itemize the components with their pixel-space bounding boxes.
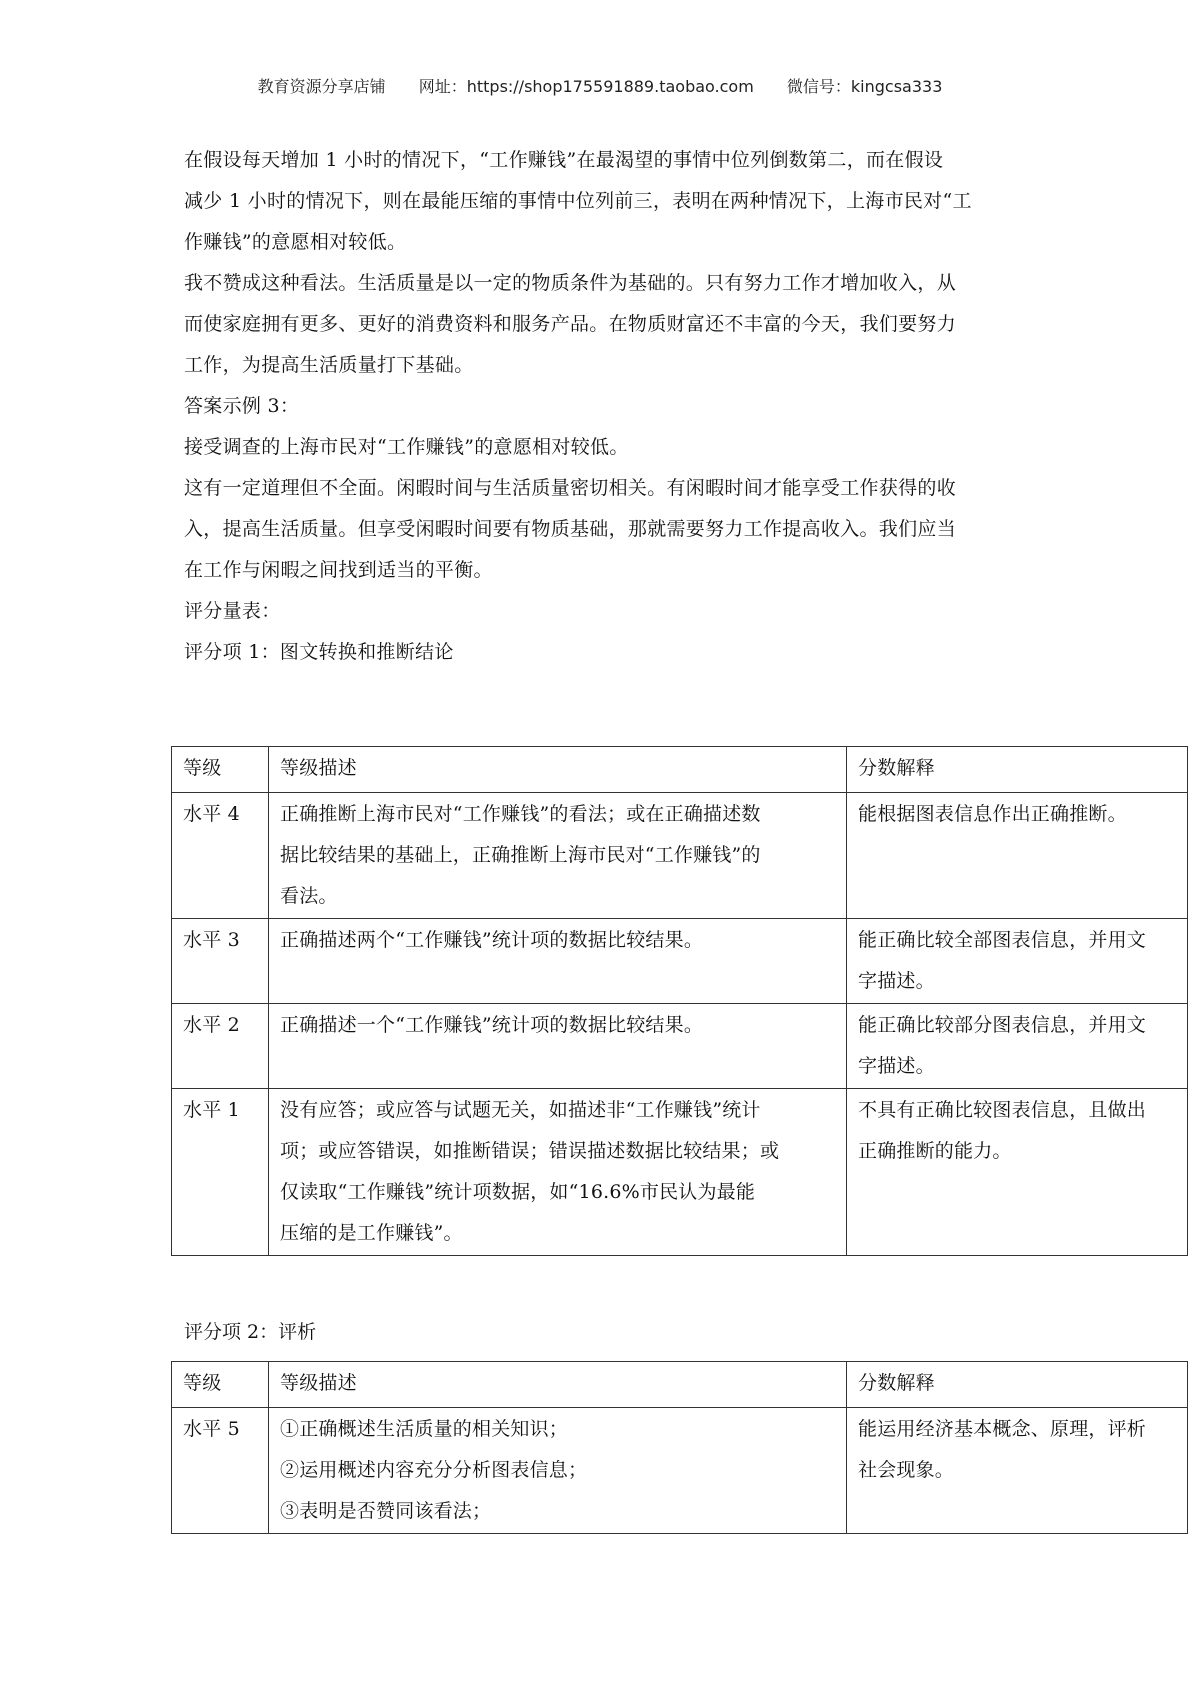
table-row xyxy=(172,919,1188,1004)
header-description: 等级描述 xyxy=(269,1362,847,1408)
table-row xyxy=(172,1408,1188,1534)
description-line: 看法。 xyxy=(280,885,338,907)
header-wechat: 微信号：kingcsa333 xyxy=(786,77,943,96)
text-line: 接受调查的上海市民对“工作赚钱”的意愿相对较低。 xyxy=(184,436,629,458)
page-header xyxy=(0,74,1200,97)
description-line: 仅读取“工作赚钱”统计项数据，如“16.6%市民认为最能 xyxy=(280,1181,756,1203)
explanation-cell xyxy=(847,1004,1188,1089)
description-line: 正确描述两个“工作赚钱”统计项的数据比较结果。 xyxy=(280,929,704,951)
text-line: 入，提高生活质量。但享受闲暇时间要有物质基础，那就需要努力工作提高收入。我们应当 xyxy=(184,518,957,540)
description-line: 压缩的是工作赚钱”。 xyxy=(280,1222,463,1244)
explanation-line: 能正确比较全部图表信息，并用文 xyxy=(858,929,1147,951)
scoring-item-2-title: 评分项 2：评析 xyxy=(184,1321,317,1343)
explanation-line: 社会现象。 xyxy=(858,1459,955,1481)
header-explanation: 分数解释 xyxy=(847,1362,1188,1408)
table-header-row xyxy=(172,1362,1188,1408)
description-cell xyxy=(269,919,847,1004)
explanation-line: 正确推断的能力。 xyxy=(858,1140,1012,1162)
level-cell: 水平 4 xyxy=(172,793,269,919)
explanation-cell xyxy=(847,919,1188,1004)
explanation-line: 字描述。 xyxy=(858,1055,935,1077)
text-line: 而使家庭拥有更多、更好的消费资料和服务产品。在物质财富还不丰富的今天，我们要努力 xyxy=(184,313,957,335)
table-row xyxy=(172,793,1188,919)
body-text xyxy=(184,140,1029,673)
table-row xyxy=(172,1004,1188,1089)
explanation-line: 不具有正确比较图表信息，且做出 xyxy=(858,1099,1147,1121)
description-line: 正确推断上海市民对“工作赚钱”的看法；或在正确描述数 xyxy=(280,803,761,825)
header-level: 等级 xyxy=(172,747,269,793)
text-line: 作赚钱”的意愿相对较低。 xyxy=(184,231,407,253)
level-cell: 水平 1 xyxy=(172,1089,269,1256)
explanation-cell xyxy=(847,1089,1188,1256)
text-line: 减少 1 小时的情况下，则在最能压缩的事情中位列前三，表明在两种情况下，上海市民对“工 xyxy=(184,190,972,212)
explanation-line: 能根据图表信息作出正确推断。 xyxy=(858,803,1127,825)
description-line: ③表明是否赞同该看法； xyxy=(280,1500,492,1522)
text-line: 在工作与闲暇之间找到适当的平衡。 xyxy=(184,559,493,581)
description-line: 据比较结果的基础上，正确推断上海市民对“工作赚钱”的 xyxy=(280,844,761,866)
explanation-line: 字描述。 xyxy=(858,970,935,992)
scoring-item-1-title: 评分项 1：图文转换和推断结论 xyxy=(184,641,454,663)
explanation-line: 能运用经济基本概念、原理，评析 xyxy=(858,1418,1147,1440)
description-line: ②运用概述内容充分分析图表信息； xyxy=(280,1459,588,1481)
description-line: 正确描述一个“工作赚钱”统计项的数据比较结果。 xyxy=(280,1014,704,1036)
text-line: 工作，为提高生活质量打下基础。 xyxy=(184,354,474,376)
description-cell xyxy=(269,793,847,919)
text-line: 这有一定道理但不全面。闲暇时间与生活质量密切相关。有闲暇时间才能享受工作获得的收 xyxy=(184,477,957,499)
description-line: 没有应答；或应答与试题无关，如描述非“工作赚钱”统计 xyxy=(280,1099,761,1121)
description-line: 项；或应答错误，如推断错误；错误描述数据比较结果；或 xyxy=(280,1140,780,1162)
header-url: 网址：https://shop175591889.taobao.com xyxy=(418,77,754,96)
level-cell: 水平 3 xyxy=(172,919,269,1004)
explanation-cell xyxy=(847,793,1188,919)
explanation-line: 能正确比较部分图表信息，并用文 xyxy=(858,1014,1147,1036)
description-cell xyxy=(269,1408,847,1534)
header-level: 等级 xyxy=(172,1362,269,1408)
explanation-cell xyxy=(847,1408,1188,1534)
header-explanation: 分数解释 xyxy=(847,747,1188,793)
description-cell xyxy=(269,1004,847,1089)
level-cell: 水平 5 xyxy=(172,1408,269,1534)
rubric-table-2 xyxy=(171,1361,1188,1534)
text-line: 我不赞成这种看法。生活质量是以一定的物质条件为基础的。只有努力工作才增加收入，从 xyxy=(184,272,957,294)
description-cell xyxy=(269,1089,847,1256)
rubric-table-1 xyxy=(171,746,1188,1256)
description-line: ①正确概述生活质量的相关知识； xyxy=(280,1418,569,1440)
header-description: 等级描述 xyxy=(269,747,847,793)
level-cell: 水平 2 xyxy=(172,1004,269,1089)
rubric-heading: 评分量表： xyxy=(184,600,281,622)
table-header-row xyxy=(172,747,1188,793)
answer-example-heading: 答案示例 3： xyxy=(184,395,300,417)
text-line: 在假设每天增加 1 小时的情况下，“工作赚钱”在最渴望的事情中位列倒数第二，而在假设 xyxy=(184,149,944,171)
table-row xyxy=(172,1089,1188,1256)
header-shop: 教育资源分享店铺 xyxy=(257,77,386,96)
